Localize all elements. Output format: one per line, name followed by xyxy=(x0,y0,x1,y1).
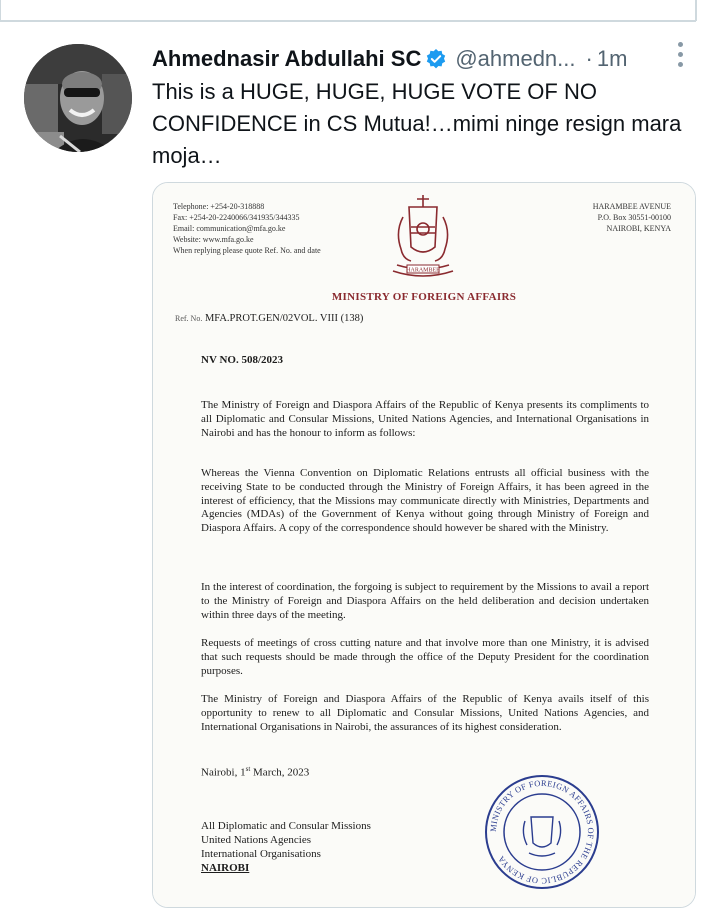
letter-paragraph-5: The Ministry of Foreign and Diaspora Affairs of the Republic of Kenya avails itself of this opportunity to renew to all Diplomatic and Consular Missions, United Nations Agencies, and International Organisations in Nairobi, the assurances of its highest consideration. xyxy=(201,693,649,733)
separator-dot: · xyxy=(585,46,593,71)
letter-paragraph-1: The Ministry of Foreign and Diaspora Affairs of the Republic of Kenya presents its compliments to all Diplomatic and Consular Missions, United Nations Agencies, and International Organisations in Nairobi and has the honour to inform as follows: xyxy=(201,399,649,439)
letter-paragraph-4: Requests of meetings of cross cutting nature and that involve more than one Ministry, it is advised that such requests should be made through the office of the Deputy President for the coordination purposes. xyxy=(201,637,649,677)
letter-reference xyxy=(175,313,363,324)
ministry-heading: MINISTRY OF FOREIGN AFFAIRS xyxy=(331,291,517,303)
tweet-header xyxy=(152,44,672,74)
reference-prefix: Ref. No. xyxy=(175,314,203,323)
letter-date: Nairobi, 1st March, 2023 xyxy=(201,765,310,779)
letter-paragraph-2: Whereas the Vienna Convention on Diplomatic Relations entrusts all official business with the receiving State to be conducted through the Ministry of Foreign Affairs, it has been agreed in the interest of efficiency, that the Missions may communicate directly with Ministries, Departments and Agencies (MDAs) of the Government of Kenya without going through Ministry of Foreign and Diaspora Affairs. A copy of the correspondence should however be shared with the Ministry. xyxy=(201,467,649,535)
letter-paragraph-3: In the interest of coordination, the forgoing is subject to requirement by the Missions to avail a report to the Ministry of Foreign and Diaspora Affairs on the held deliberation and decision undertaken within three days of the meeting. xyxy=(201,581,649,621)
letter-contact-block: Telephone: +254-20-318888 Fax: +254-20-2240066/341935/344335 Email: communication@mfa.go.ke Website: www.mfa.go.ke When replying please quote Ref. No. and date xyxy=(173,202,321,255)
more-options-icon[interactable] xyxy=(672,40,688,68)
coat-motto: HARAMBEE xyxy=(406,267,440,274)
official-stamp xyxy=(483,773,601,891)
tweet-media-image[interactable] xyxy=(152,182,696,908)
scanned-letter xyxy=(153,183,695,907)
verified-badge-icon xyxy=(425,48,447,70)
svg-text:MINISTRY OF FOREIGN AFFAIRS OF: MINISTRY OF FOREIGN AFFAIRS OF THE REPUBLIC OF KENYA xyxy=(488,778,596,886)
author-handle[interactable]: @ahmedn... xyxy=(455,46,576,71)
reference-number: MFA.PROT.GEN/02VOL. VIII (138) xyxy=(204,313,364,324)
tweet-timestamp[interactable]: 1m xyxy=(596,46,628,71)
previous-tweet-divider xyxy=(0,0,720,22)
author-name[interactable]: Ahmednasir Abdullahi SC xyxy=(152,46,422,71)
author-avatar[interactable] xyxy=(24,44,132,152)
coat-of-arms-emblem xyxy=(373,187,473,287)
letter-address-block: HARAMBEE AVENUE P.O. Box 30551-00100 NAIROBI, KENYA xyxy=(592,202,671,233)
tweet-text: This is a HUGE, HUGE, HUGE VOTE OF NO CONFIDENCE in CS Mutua!…mimi ninge resign mara moja… xyxy=(152,79,682,168)
letter-recipients: All Diplomatic and Consular Missions United Nations Agencies International Organisations NAIROBI xyxy=(201,820,371,874)
nv-number: NV NO. 508/2023 xyxy=(201,354,283,366)
